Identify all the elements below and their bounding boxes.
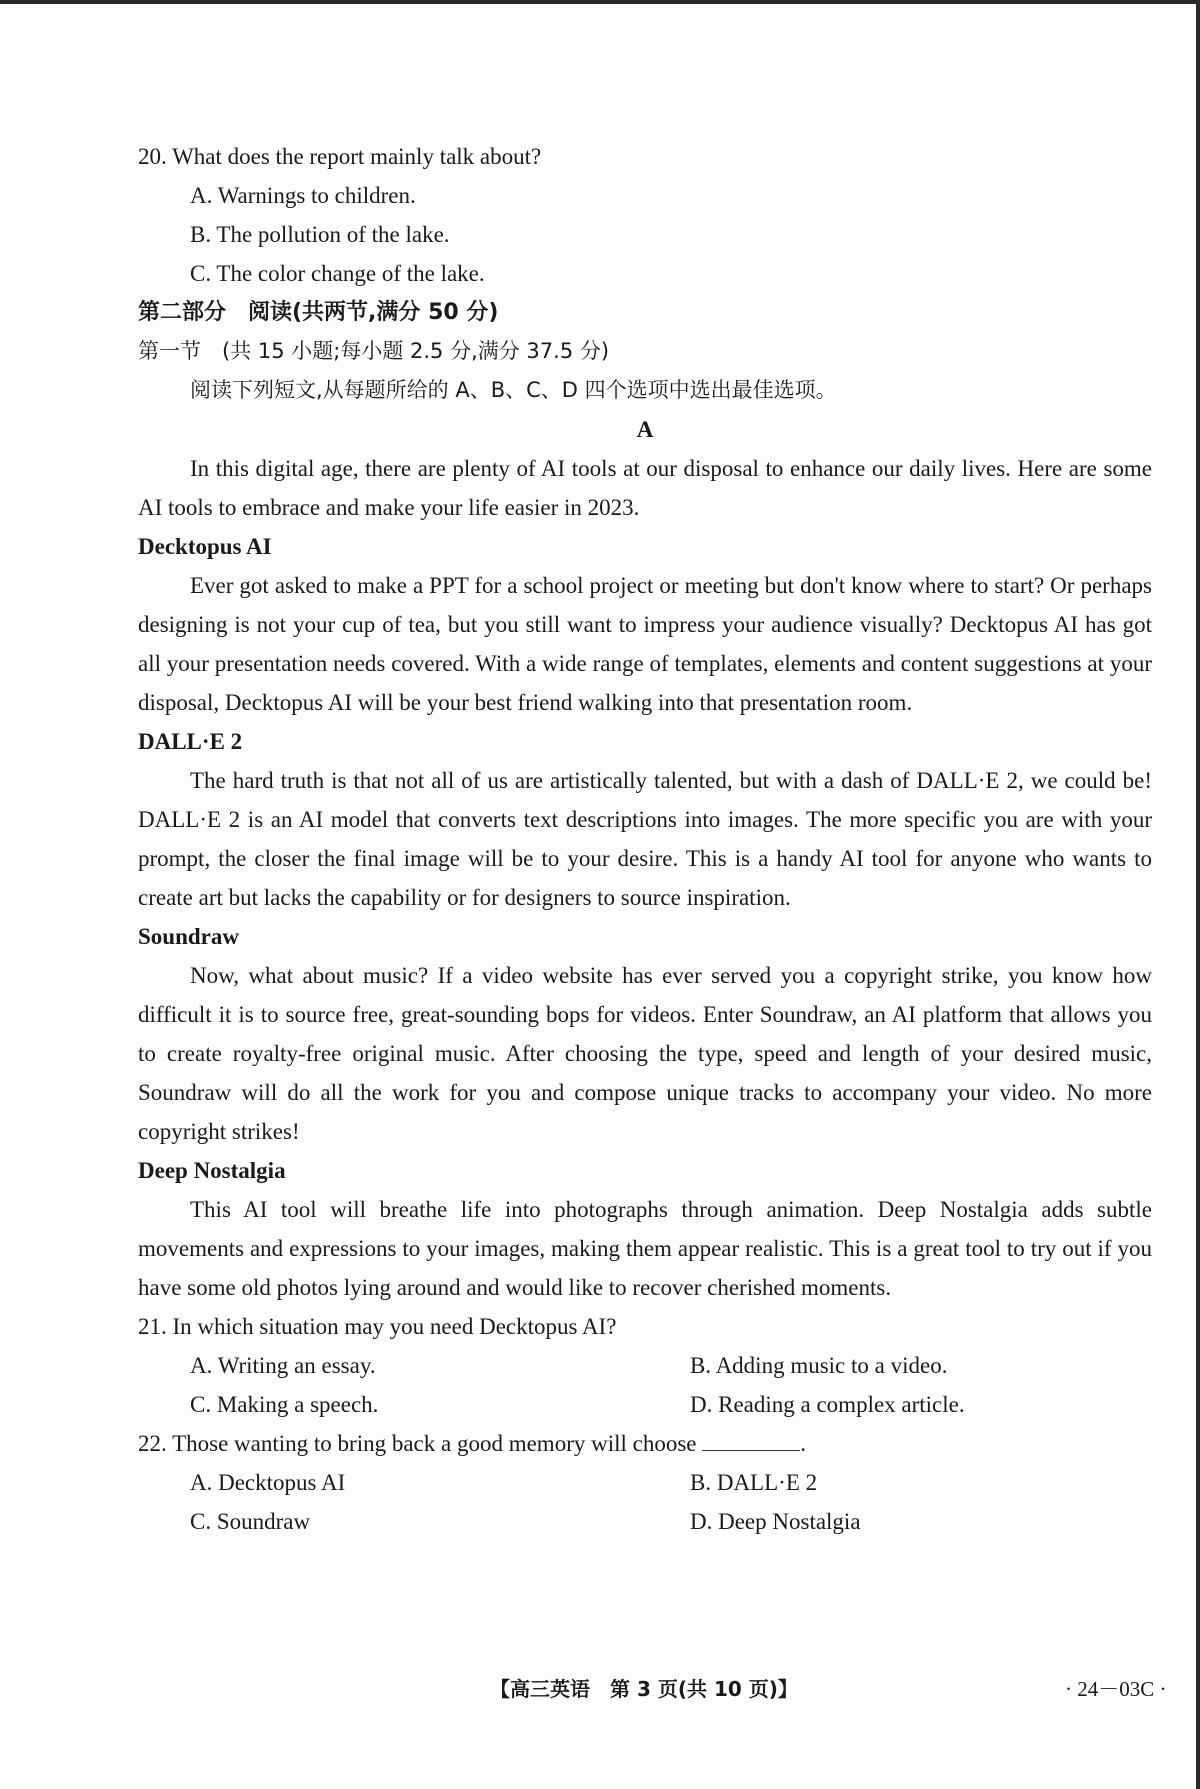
tool-heading-decktopus: Decktopus AI — [138, 534, 272, 559]
q21-option-b: B. Adding music to a video. — [690, 1353, 948, 1378]
part2-title: 第二部分 阅读(共两节,满分 50 分) — [138, 300, 499, 325]
q22-options-row2 — [138, 1502, 1152, 1541]
q22-options-row1 — [138, 1463, 1152, 1502]
answer-blank — [702, 1428, 800, 1451]
q22-stem-end: . — [800, 1431, 807, 1456]
q21-options-row2 — [138, 1385, 1152, 1424]
tool-heading-soundraw: Soundraw — [138, 924, 239, 949]
q22-stem-line — [138, 1424, 1152, 1463]
instructions: 阅读下列短文,从每题所给的 A、B、C、D 四个选项中选出最佳选项。 — [190, 378, 837, 402]
tool-text-decktopus: Ever got asked to make a PPT for a school project or meeting but don't know where to start? Or perhaps designing is not your cup of tea, but you still want to impress your audience visually? Decktopus AI has got all your presentation needs covered. With a wide range of templates, elements and content suggestions at your disposal, Decktopus AI will be your best friend walking into that presentation room. — [138, 573, 1152, 715]
q20-option-c: C. The color change of the lake. — [190, 261, 485, 286]
q22-option-d: D. Deep Nostalgia — [690, 1509, 861, 1534]
tool-heading-dalle: DALL·E 2 — [138, 729, 243, 754]
scan-edge-right — [1196, 0, 1200, 1789]
q21-options-row1 — [138, 1346, 1152, 1385]
q21-option-a: A. Writing an essay. — [190, 1353, 376, 1378]
q21-stem: 21. In which situation may you need Decktopus AI? — [138, 1314, 617, 1339]
q22-option-c: C. Soundraw — [190, 1509, 311, 1534]
q22-option-a: A. Decktopus AI — [190, 1470, 346, 1495]
tool-text-dalle: The hard truth is that not all of us are artistically talented, but with a dash of DALL·E 2, we could be! DALL·E 2 is an AI model that converts text descriptions into images. The more specific you are with your prompt, the closer the final image will be to your desire. This is a handy AI tool for anyone who wants to create art but lacks the capability or for designers to source inspiration. — [138, 768, 1152, 910]
passage-intro: In this digital age, there are plenty of AI tools at our disposal to enhance our daily lives. Here are some AI tools to embrace and make your life easier in 2023. — [138, 456, 1152, 520]
q21-option-c: C. Making a speech. — [190, 1392, 379, 1417]
q21-option-d: D. Reading a complex article. — [690, 1392, 965, 1417]
scan-edge-top — [0, 0, 1200, 4]
q20-option-b: B. The pollution of the lake. — [190, 222, 450, 247]
section1-title: 第一节 (共 15 小题;每小题 2.5 分,满分 37.5 分) — [138, 339, 610, 363]
tool-text-soundraw: Now, what about music? If a video website has ever served you a copyright strike, you know how difficult it is to source free, great-sounding bops for videos. Enter Soundraw, an AI platform that allows you to create royalty-free original music. After choosing the type, speed and length of your desired music, Soundraw will do all the work for you and compose unique tracks to accompany your video. No more copyright strikes! — [138, 963, 1152, 1144]
tool-heading-deep-nostalgia: Deep Nostalgia — [138, 1158, 286, 1183]
q20-stem: 20. What does the report mainly talk about? — [138, 144, 542, 169]
tool-text-deep-nostalgia: This AI tool will breathe life into photographs through animation. Deep Nostalgia adds subtle movements and expressions to your images, making them appear realistic. This is a great tool to try out if you have some old photos lying around and would like to recover cherished moments. — [138, 1197, 1152, 1300]
page-content — [138, 137, 1152, 1541]
page-footer — [0, 1673, 1200, 1709]
q20-option-a: A. Warnings to children. — [190, 183, 416, 208]
footer-code: · 24－03C · — [1065, 1677, 1167, 1701]
q22-stem: 22. Those wanting to bring back a good memory will choose — [138, 1431, 697, 1456]
q22-option-b: B. DALL·E 2 — [690, 1470, 818, 1495]
footer-page-info: 【高三英语 第 3 页(共 10 页)】 — [490, 1677, 798, 1701]
passage-letter: A — [636, 417, 654, 442]
